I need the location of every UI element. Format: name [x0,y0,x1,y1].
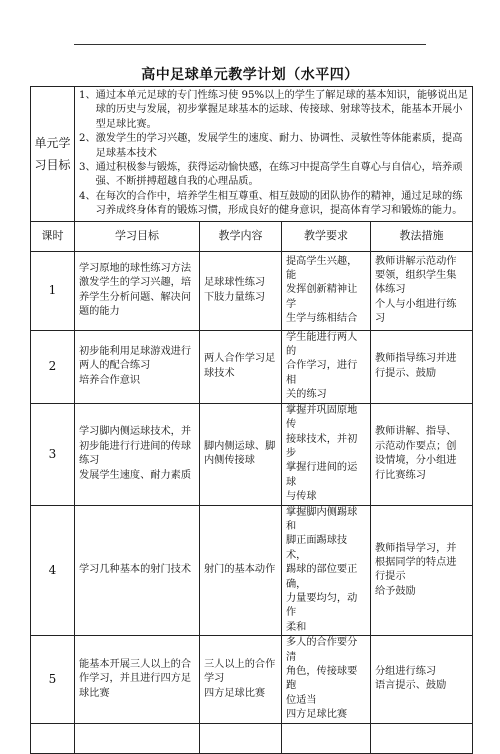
column-header: 学习目标 [75,221,200,251]
lesson-requirement [282,330,371,403]
unit-plan-table [30,86,473,754]
lesson-content [200,636,282,723]
cell-line: 作学习，并且进行四方足 [79,673,192,685]
cell-line: 力量要均匀，动作 [286,592,358,619]
lesson-requirement [282,636,371,723]
lesson-method [371,403,473,505]
unit-goals-label-line: 单元学 [34,135,71,150]
unit-goal-line: 通过积极参与锻炼，获得运动愉快感，在练习中提高学生自尊心与自信心，培养顽 [95,162,463,174]
lesson-content [200,330,282,403]
cell-line: 射门的基本动作 [204,564,276,576]
cell-line: 球比赛 [79,687,110,699]
lesson-content [200,403,282,505]
cell-line: 掌握并巩固原地传 [286,404,358,431]
table-row [31,330,473,403]
cell-line: 脚内侧运球、脚 [204,440,276,452]
lesson-goal [75,403,200,505]
cell-line: 掌握行进间的运球 [286,462,358,488]
cell-line: 练习 [79,455,100,467]
lesson-content [200,505,282,636]
table-row [31,403,473,505]
unit-goal-item [79,89,468,132]
cell-line: 足球球性练习 [204,277,266,289]
cell-line: 能基本开展三人以上的合 [79,658,192,670]
table-cell-empty [75,723,200,753]
cell-line: 体练习 [375,284,406,296]
unit-goal-line: 足球基本技术 [95,147,157,159]
cell-line: 分组进行练习 [375,666,437,677]
cell-line: 与传球 [286,491,317,503]
table-header-row [31,221,473,251]
cell-line: 发展学生速度、耐力素质 [79,469,192,481]
lesson-number: 1 [31,251,75,330]
cell-line: 学习脚内侧运球技术，并 [79,426,192,438]
column-header: 教学内容 [200,221,282,251]
unit-goals-row [31,87,473,222]
table-cell-empty [31,723,75,753]
table-cell-empty [282,723,371,753]
unit-goal-number: 2、 [79,133,96,145]
cell-line: 语言提示、鼓励 [375,680,447,692]
cell-line: 提高学生兴趣，能 [286,255,358,282]
cell-line: 合作学习，进行相 [286,360,358,386]
cell-line: 初步能利用足球游戏进行 [79,346,192,358]
table-cell-empty [371,723,473,753]
cell-line: 发挥创新精神让学 [286,284,358,310]
lesson-goal [75,330,200,403]
unit-goals-label [31,87,75,222]
table-row [31,636,473,723]
cell-line: 学习几种基本的射门技术 [79,564,192,576]
unit-goals-label-line: 习目标 [34,157,71,172]
lesson-method [371,330,473,403]
lesson-method [371,636,473,723]
cell-line: 两人的配合练习 [79,360,151,372]
cell-line: 脚正面踢球技术， [286,535,348,561]
cell-line: 教师讲解示范动作 [375,255,457,267]
table-row [31,251,473,330]
header-rule [74,44,426,45]
cell-line: 三人以上的合作 [204,658,276,670]
lesson-requirement [282,505,371,636]
cell-line: 教师指导练习并进 [375,353,457,365]
lesson-requirement [282,403,371,505]
column-header: 教法措施 [371,221,473,251]
cell-line: 生学与练相结合 [286,313,358,325]
unit-goal-item [79,132,468,161]
lesson-goal [75,636,200,723]
cell-line: 教师讲解、指导、 [375,426,457,438]
cell-line: 培养合作意识 [79,374,141,386]
cell-line: 掌握脚内侧踢球和 [286,506,358,532]
unit-goal-line: 激发学生的学习兴趣，发展学生的速度、耐力、协调性、灵敏性等体能素质，提高 [95,133,463,145]
table-row-cut-off [31,723,473,753]
unit-goal-number: 4、 [79,190,96,202]
cell-line: 四方足球比赛 [286,709,348,721]
unit-goal-item [79,161,468,190]
cell-line: 角色，传接球要跑 [286,666,358,692]
lesson-method [371,251,473,330]
lesson-method [371,505,473,636]
unit-goal-line: 球的历史与发展，初步掌握足球基本的运球、传接球、射球等技术，能基本开展小 [95,104,463,116]
column-header: 课时 [31,221,75,251]
cell-line: 学生能进行两人的 [286,331,358,358]
lesson-number: 2 [31,330,75,403]
cell-line: 要领，组织学生集 [375,270,457,282]
cell-line: 根据同学的特点进 [375,556,457,568]
lesson-number: 4 [31,505,75,636]
cell-line: 养学生分析问题、解决问 [79,291,192,303]
cell-line: 激发学生的学习兴趣，培 [79,277,192,289]
table-row [31,505,473,636]
lesson-content [200,251,282,330]
lesson-requirement [282,251,371,330]
cell-line: 示范动作要点；创 [375,440,457,452]
cell-line: 四方足球比赛 [204,687,266,699]
cell-line: 球技术 [204,367,235,379]
cell-line: 题的能力 [79,306,120,318]
table-cell-empty [200,723,282,753]
cell-line: 关的练习 [286,389,327,401]
unit-goal-number: 3、 [79,162,96,174]
cell-line: 位适当 [286,694,317,706]
cell-line: 给予鼓励 [375,585,416,597]
cell-line: 行提示、鼓励 [375,367,437,379]
cell-line: 教师指导学习，并 [375,542,457,554]
column-header: 教学要求 [282,221,371,251]
cell-line: 内侧传接球 [204,455,255,467]
page-title: 高中足球单元教学计划（水平四） [141,67,359,83]
cell-line: 行比赛练习 [375,469,426,481]
cell-line: 学习 [204,673,225,685]
cell-line: 初步能进行行进间的传球 [79,440,192,452]
cell-line: 行提示 [375,571,406,583]
cell-line: 踢球的部位要正确， [286,564,358,590]
unit-goal-line: 强、不断拼搏超越自我的心理品质。 [95,176,259,188]
cell-line: 柔和 [286,621,307,633]
unit-goal-line: 习养成终身体育的锻炼习惯，形成良好的健身意识，提高体育学习和锻炼的能力。 [95,205,463,217]
unit-goal-line: 型足球比赛。 [95,118,157,130]
unit-goal-item [79,190,468,219]
unit-goals-list [75,87,473,222]
cell-line: 设情境，分小组进 [375,455,457,467]
unit-goal-number: 1、 [79,90,96,101]
cell-line: 学习原地的球性练习方法 [79,262,192,274]
lesson-goal [75,251,200,330]
unit-goal-line: 在每次的合作中，培养学生相互尊重、相互鼓励的团队协作的精神，通过足球的练 [95,190,463,202]
cell-line: 习 [375,313,386,325]
cell-line: 两人合作学习足 [204,353,276,365]
cell-line: 接球技术，并初步 [286,433,358,459]
lesson-number: 5 [31,636,75,723]
unit-goal-line: 通过本单元足球的专门性练习使 95%以上的学生了解足球的基本知识，能够说出足 [95,90,468,101]
cell-line: 个人与小组进行练 [375,298,457,310]
cell-line: 下肢力量练习 [204,291,266,303]
lesson-number: 3 [31,403,75,505]
lesson-goal [75,505,200,636]
cell-line: 多人的合作要分清 [286,637,358,663]
